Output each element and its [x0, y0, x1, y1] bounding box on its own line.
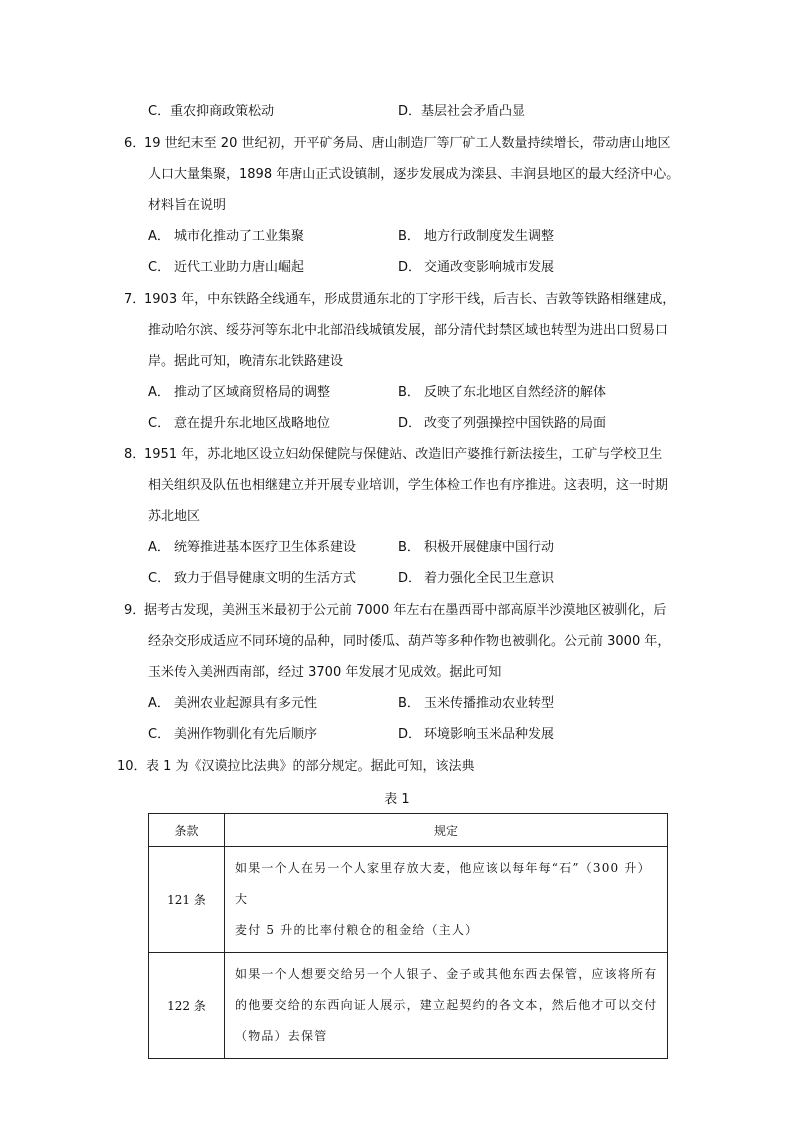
table-caption: 表 1: [384, 792, 410, 807]
rule-line: 如果一个人想要交给另一个人银子、金子或其他东西去保管，应该将所有: [235, 967, 658, 981]
q7-number: 7．: [124, 292, 146, 307]
table-header-row: [149, 814, 668, 847]
q7-stem-line-2: 推动哈尔滨、绥芬河等东北中北部沿线城镇发展，部分清代封禁区域也转型为进出口贸易口: [148, 323, 669, 338]
q6-option-c: C． 近代工业助力唐山崛起: [148, 260, 305, 275]
table-cell-rule: [225, 847, 668, 953]
rule-line: 的他要交给的东西向证人展示，建立起契约的各文本，然后他才可以交付: [235, 998, 658, 1012]
q5-option-c: C．重农抑商政策松动: [148, 104, 275, 119]
q7-option-c: C． 意在提升东北地区战略地位: [148, 416, 331, 431]
table-cell-clause: 122 条: [149, 953, 225, 1059]
q9-option-b: B． 玉米传播推动农业转型: [398, 696, 555, 711]
table-row: [149, 953, 668, 1059]
q8-option-b: B． 积极开展健康中国行动: [398, 540, 555, 555]
q9-option-a: A． 美洲农业起源具有多元性: [148, 696, 318, 711]
q7-stem-line-3: 岸。据此可知，晚清东北铁路建设: [148, 354, 344, 369]
q7-option-d: D． 改变了列强操控中国铁路的局面: [398, 416, 607, 431]
law-table: [148, 813, 668, 1059]
q6-option-d: D． 交通改变影响城市发展: [398, 260, 555, 275]
q6-stem-line-3: 材料旨在说明: [148, 198, 227, 213]
q10-number: 10．: [117, 759, 147, 774]
q9-stem-line-3: 玉米传入美洲西南部，经过 3700 年发展才见成效。据此可知: [148, 665, 502, 680]
q8-stem-line-1: 1951 年，苏北地区设立妇幼保健院与保健站、改造旧产婆推行新法接生，工矿与学校卫生: [144, 447, 663, 462]
q9-stem-line-2: 经杂交形成适应不同环境的品种，同时倭瓜、葫芦等多种作物也被驯化。公元前 3000 年，: [148, 634, 671, 649]
table-row: [149, 847, 668, 953]
q6-stem-line-1: 19 世纪末至 20 世纪初，开平矿务局、唐山制造厂等厂矿工人数量持续增长，带动唐山地区: [144, 136, 671, 151]
table-cell-rule: [225, 953, 668, 1059]
q7-option-a: A． 推动了区域商贸格局的调整: [148, 385, 331, 400]
q9-number: 9．: [124, 603, 146, 618]
q8-option-d: D． 着力强化全民卫生意识: [398, 571, 555, 586]
q8-option-c: C． 致力于倡导健康文明的生活方式: [148, 571, 357, 586]
q10-stem: 表 1 为《汉谟拉比法典》的部分规定。据此可知，该法典: [146, 759, 475, 774]
q8-number: 8．: [124, 447, 146, 462]
table-header-clause: 条款: [149, 814, 225, 847]
table-cell-clause: 121 条: [149, 847, 225, 953]
q6-option-a: A． 城市化推动了工业集聚: [148, 229, 305, 244]
q6-number: 6．: [124, 136, 146, 151]
q7-option-b: B． 反映了东北地区自然经济的解体: [398, 385, 607, 400]
q5-option-d: D．基层社会矛盾凸显: [398, 104, 526, 119]
q7-stem-line-1: 1903 年，中东铁路全线通车，形成贯通东北的丁字形干线，后吉长、吉敦等铁路相继建成，: [144, 292, 676, 307]
q9-option-c: C． 美洲作物驯化有先后顺序: [148, 727, 318, 742]
q9-option-d: D． 环境影响玉米品种发展: [398, 727, 555, 742]
rule-line: 如果一个人在另一个人家里存放大麦，他应该以每年每“石”（300 升）大: [235, 861, 651, 906]
q8-stem-line-3: 苏北地区: [148, 509, 201, 524]
q8-option-a: A． 统筹推进基本医疗卫生体系建设: [148, 540, 357, 555]
q8-stem-line-2: 相关组织及队伍也相继建立并开展专业培训，学生体检工作也有序推进。这表明，这一时期: [148, 478, 669, 493]
q6-stem-line-2: 人口大量集聚，1898 年唐山正式设镇制，逐步发展成为滦县、丰润县地区的最大经济中心。: [148, 167, 680, 182]
table-header-rule: 规定: [225, 814, 668, 847]
q6-option-b: B． 地方行政制度发生调整: [398, 229, 555, 244]
rule-line: 麦付 5 升的比率付粮仓的租金给（主人）: [235, 923, 479, 937]
q9-stem-line-1: 据考古发现，美洲玉米最初于公元前 7000 年左右在墨西哥中部高原半沙漠地区被驯化，后: [144, 603, 667, 618]
rule-line: （物品）去保管: [235, 1029, 328, 1043]
